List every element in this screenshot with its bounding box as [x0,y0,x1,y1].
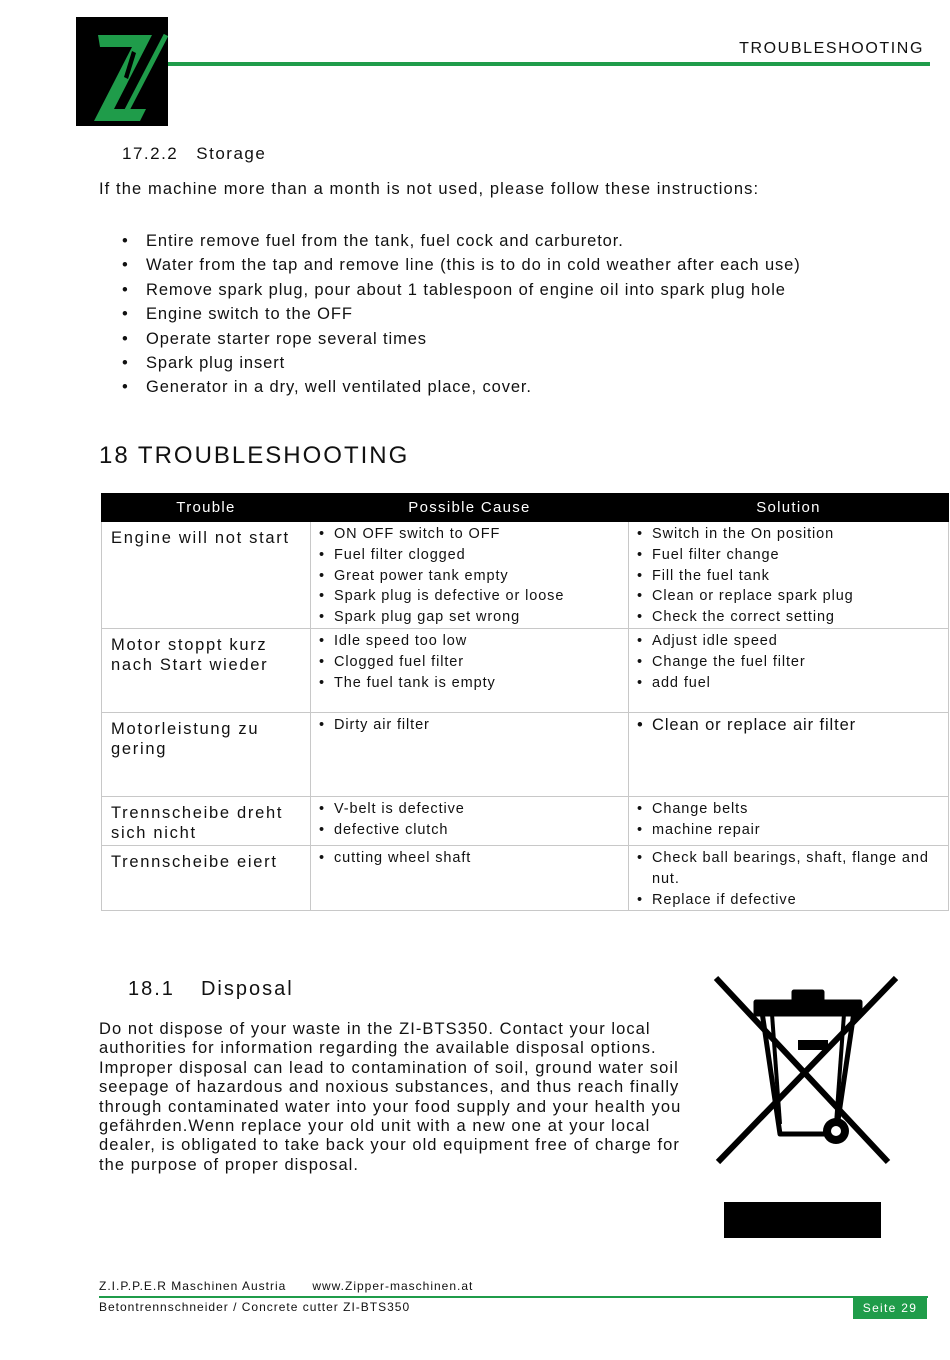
solution-item: • Change the fuel filter [637,652,948,673]
solution-item: • Replace if defective [637,890,948,911]
cause-item: • The fuel tank is empty [319,673,628,694]
solution-item: • Adjust idle speed [637,631,948,652]
table-row [102,629,949,713]
cause-cell [311,629,629,713]
cause-cell [311,522,629,629]
cause-cell [311,846,629,911]
solution-cell [629,713,949,797]
table-row [102,846,949,911]
page-number-badge: Seite 29 [853,1297,927,1319]
disposal-heading [128,978,294,1001]
footer-rule [99,1296,928,1298]
solution-item: • Fill the fuel tank [637,566,948,587]
storage-heading [122,144,266,164]
cause-item: • Spark plug is defective or loose [319,586,628,607]
list-item: • Spark plug insert [122,353,801,377]
trouble-cell: Motor stoppt kurz nach Start wieder [102,629,311,713]
disposal-number: 18.1 [128,978,175,1000]
solution-item: • Fuel filter change [637,545,948,566]
solution-item: • Check the correct setting [637,607,948,628]
storage-list [122,231,801,402]
footer-company: Z.I.P.P.E.R Maschinen Austria [99,1279,287,1293]
solution-cell [629,846,949,911]
column-header-solution: Solution [629,494,949,522]
cause-cell [311,713,629,797]
column-header-cause: Possible Cause [311,494,629,522]
cause-item: • Fuel filter clogged [319,545,628,566]
list-item: • Generator in a dry, well ventilated place, cover. [122,377,801,401]
solution-item: • machine repair [637,820,948,841]
storage-intro: If the machine more than a month is not used, please follow these instructions: [99,180,760,198]
trouble-cell: Engine will not start [102,522,311,629]
storage-number: 17.2.2 [122,144,179,163]
cause-item: • Idle speed too low [319,631,628,652]
disposal-text: Do not dispose of your waste in the ZI-BTS350. Contact your local authorities for information regarding the available disposal options. Improper disposal can lead to contamination of soil, ground water soil seepage of hazardous and noxious substances, and thus reach finally through contaminated water into your food supply and your health you gefährden.Wenn replace your old unit with a new one at your local dealer, is obligated to take back your old equipment free of charge for the purpose of proper disposal. [99,1020,682,1174]
solution-item: • Change belts [637,799,948,820]
cause-item: • Clogged fuel filter [319,652,628,673]
column-header-trouble: Trouble [102,494,311,522]
cause-item: • Spark plug gap set wrong [319,607,628,628]
solution-item: • Clean or replace air filter [637,715,948,736]
disposal-title: Disposal [200,978,294,1000]
cause-item: • ON OFF switch to OFF [319,524,628,545]
troubleshooting-heading: 18 TROUBLESHOOTING [99,442,410,469]
header-rule [168,62,930,66]
cause-cell [311,797,629,846]
cause-item: • cutting wheel shaft [319,848,628,869]
table-row [102,713,949,797]
cause-item: • V-belt is defective [319,799,628,820]
solution-cell [629,629,949,713]
table-row [102,522,949,629]
crossed-out-wheelie-bin-icon [712,974,898,1168]
footer-url[interactable]: www.Zipper-maschinen.at [312,1279,474,1293]
zipper-logo [76,17,168,126]
list-item: • Water from the tap and remove line (this is to do in cold weather after each use) [122,255,801,279]
trouble-cell: Trennscheibe dreht sich nicht [102,797,311,846]
cause-item: • defective clutch [319,820,628,841]
storage-title: Storage [196,144,267,163]
solution-item: • Switch in the On position [637,524,948,545]
black-bar [724,1202,881,1238]
troubleshooting-table [101,493,949,911]
footer-line-1 [99,1279,473,1293]
solution-item: • add fuel [637,673,948,694]
trouble-cell: Motorleistung zu gering [102,713,311,797]
list-item: • Engine switch to the OFF [122,304,801,328]
list-item: • Remove spark plug, pour about 1 tablespoon of engine oil into spark plug hole [122,280,801,304]
footer-product: Betontrennschneider / Concrete cutter ZI-BTS350 [99,1300,411,1314]
solution-item: • Check ball bearings, shaft, flange and nut. [637,848,948,890]
solution-cell [629,797,949,846]
cause-item: • Dirty air filter [319,715,628,736]
solution-cell [629,522,949,629]
header-title: TROUBLESHOOTING [739,40,924,57]
trouble-cell: Trennscheibe eiert [102,846,311,911]
solution-item: • Clean or replace spark plug [637,586,948,607]
list-item: • Entire remove fuel from the tank, fuel cock and carburetor. [122,231,801,255]
cause-item: • Great power tank empty [319,566,628,587]
table-row [102,797,949,846]
table-header-row [102,494,949,522]
list-item: • Operate starter rope several times [122,329,801,353]
